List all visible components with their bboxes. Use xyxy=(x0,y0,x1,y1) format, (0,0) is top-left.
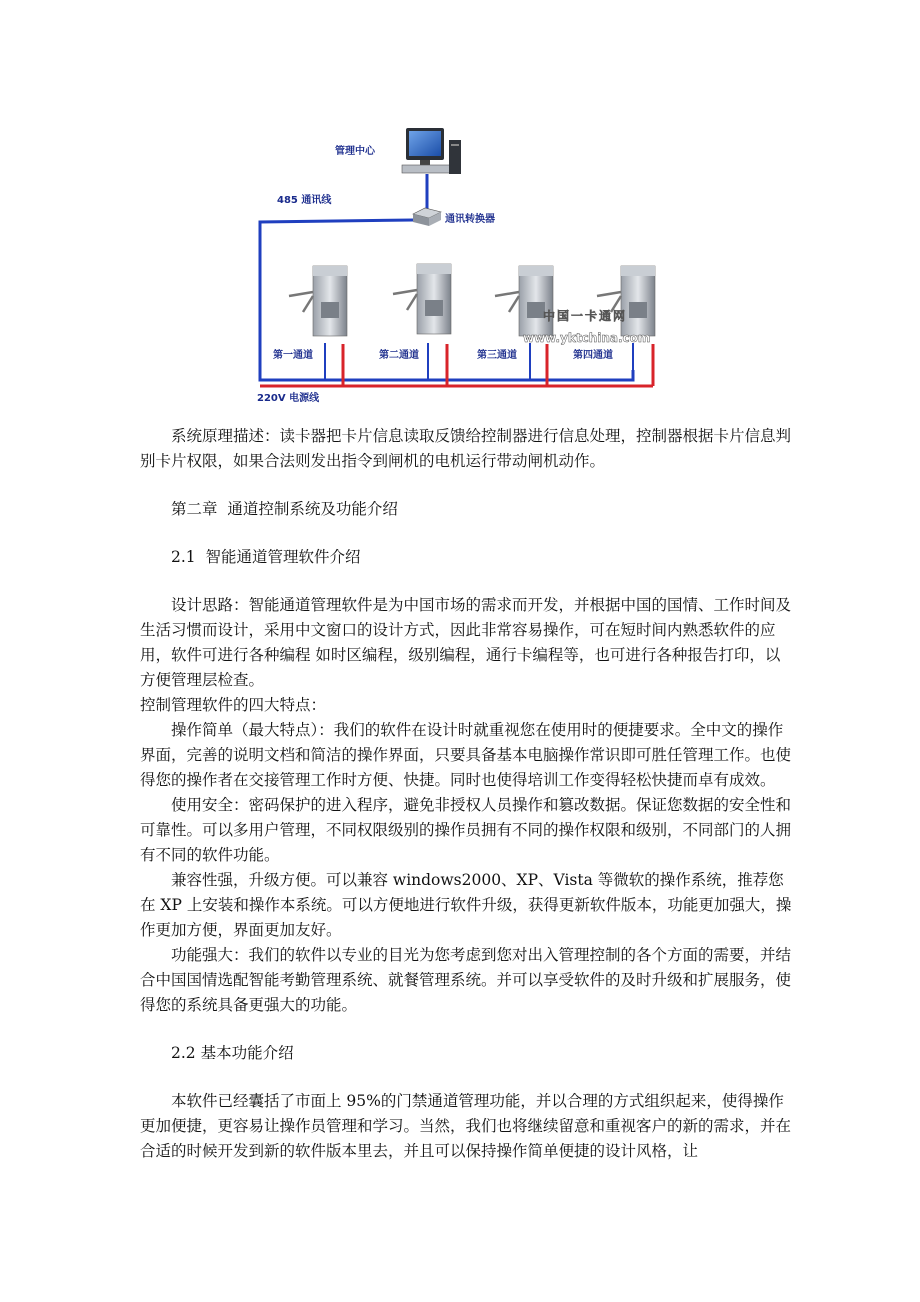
computer-icon xyxy=(402,128,461,174)
paragraph-basic-functions: 本软件已经囊括了市面上 95%的门禁通道管理功能，并以合理的方式组织起来，使得操作更加便捷，更容易让操作员管理和学习。当然，我们也将继续留意和重视客户的新的需求，并在合适的时候开发到新的软件版本里去，并且可以保持操作简单便捷的设计风格，让 xyxy=(140,1092,792,1160)
paragraph-design: 设计思路：智能通道管理软件是为中国市场的需求而开发，并根据中国的国情、工作时间及生活习惯而设计，采用中文窗口的设计方式，因此非常容易操作，可在短时间内熟悉软件的应用，软件可进行各种编程 如时区编程，级别编程，通行卡编程等，也可进行各种报告打印，以方便管理层检查。 xyxy=(140,596,792,689)
chapter-heading: 第二章 通道控制系统及功能介绍 xyxy=(171,500,398,518)
document-body xyxy=(140,424,792,1164)
label-485-line: 485 通讯线 xyxy=(277,195,332,206)
section-heading-2-1: 2.1 智能通道管理软件介绍 xyxy=(171,548,361,566)
feature-compatible: 兼容性强，升级方便。可以兼容 windows2000、XP、Vista 等微软的操作系统，推荐您在 XP 上安装和操作本系统。可以方便地进行软件升级，获得更新软件版本，功能更加强大，操作更加方便，界面更加友好。 xyxy=(140,871,792,939)
watermark-url: www.yktchina.com xyxy=(523,331,651,345)
feature-powerful: 功能强大：我们的软件以专业的目光为您考虑到您对出入管理控制的各个方面的需要，并结合中国国情选配智能考勤管理系统、就餐管理系统。并可以享受软件的及时升级和扩展服务，使得您的系统具备更强大的功能。 xyxy=(140,946,792,1014)
features-title: 控制管理软件的四大特点： xyxy=(140,696,327,714)
label-converter: 通讯转换器 xyxy=(445,214,495,225)
label-power-line: 220V 电源线 xyxy=(257,393,320,404)
channel-label: 第二通道 xyxy=(379,350,419,361)
system-diagram xyxy=(255,118,675,408)
turnstile-icon xyxy=(393,264,451,334)
paragraph-principle: 系统原理描述：读卡器把卡片信息读取反馈给控制器进行信息处理，控制器根据卡片信息判别卡片权限，如果合法则发出指令到闸机的电机运行带动闸机动作。 xyxy=(140,427,792,470)
label-management-center: 管理中心 xyxy=(335,146,375,157)
turnstile-icon xyxy=(495,266,553,336)
converter-icon xyxy=(413,208,441,226)
feature-easy: 操作简单（最大特点）：我们的软件在设计时就重视您在使用时的便捷要求。全中文的操作界面，完善的说明文档和简洁的操作界面，只要具备基本电脑操作常识即可胜任管理工作。也使得您的操作者在交接管理工作时方便、快捷。同时也使得培训工作变得轻松快捷而卓有成效。 xyxy=(140,721,792,789)
turnstile-icon xyxy=(597,266,655,336)
section-heading-2-2: 2.2 基本功能介绍 xyxy=(171,1044,294,1062)
channel-label: 第三通道 xyxy=(477,350,517,361)
watermark-cn: 中国一卡通网 xyxy=(543,309,628,323)
turnstile-icon xyxy=(289,266,347,336)
channel-label: 第一通道 xyxy=(273,350,313,361)
feature-secure: 使用安全：密码保护的进入程序，避免非授权人员操作和篡改数据。保证您数据的安全性和可靠性。可以多用户管理，不同权限级别的操作员拥有不同的操作权限和级别，不同部门的人拥有不同的软件功能。 xyxy=(140,796,792,864)
channel-label: 第四通道 xyxy=(573,350,613,361)
